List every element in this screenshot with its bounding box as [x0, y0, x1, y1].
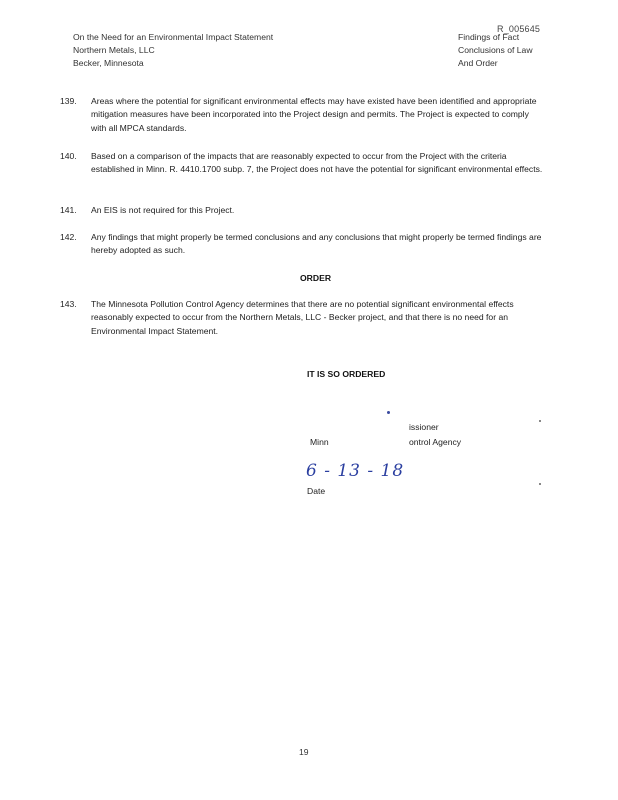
scan-speck [539, 420, 541, 422]
paragraph-text: Based on a comparison of the impacts that are reasonably expected to occur from the Project with the criteria established in Minn. R. 4410.1700 subp. 7, the Project does not have the potential for significant environmental effects. [91, 151, 543, 175]
paragraph-text: The Minnesota Pollution Control Agency determines that there are no potential significant environmental effects reasonably expected to occur from the Northern Metals, LLC - Becker project, and that there is no need for an Environmental Impact Statement. [91, 299, 514, 336]
header-right-line: And Order [458, 58, 498, 68]
date-label: Date [307, 486, 326, 496]
signatory-title: issioner [409, 422, 439, 432]
paragraph-number: 143. [60, 299, 77, 309]
handwritten-date: 6 - 13 - 18 [306, 461, 405, 481]
scan-speck [539, 483, 541, 485]
paragraph-142 [60, 231, 545, 258]
header-right [458, 31, 533, 70]
so-ordered-heading: IT IS SO ORDERED [307, 369, 386, 379]
agency-name-left: Minn [310, 437, 329, 447]
bates-number: R_005645 [497, 24, 541, 34]
header-left-line: Northern Metals, LLC [73, 45, 155, 55]
paragraph-141 [60, 204, 545, 217]
paragraph-text: Any findings that might properly be termed conclusions and any conclusions that might properly be termed findings are hereby adopted as such. [91, 232, 542, 256]
header-left [73, 31, 273, 70]
ink-dot [387, 411, 390, 414]
paragraph-140 [60, 150, 545, 177]
paragraph-143 [60, 298, 545, 338]
page-number: 19 [299, 747, 309, 757]
paragraph-text: An EIS is not required for this Project. [91, 205, 235, 215]
agency-name-right: ontrol Agency [409, 437, 462, 447]
paragraph-number: 139. [60, 96, 77, 106]
paragraph-number: 142. [60, 232, 77, 242]
paragraph-number: 141. [60, 205, 77, 215]
header-left-line: On the Need for an Environmental Impact Statement [73, 32, 274, 42]
order-heading: ORDER [300, 273, 332, 283]
paragraph-text: Areas where the potential for significant environmental effects may have existed have been identified and appropriate mitigation measures have been incorporated into the Project design and permits. The Project is expected to comply with all MPCA standards. [91, 96, 537, 133]
header-left-line: Becker, Minnesota [73, 58, 144, 68]
header-right-line: Conclusions of Law [458, 45, 533, 55]
header-right-line: Findings of Fact [458, 32, 520, 42]
paragraph-139 [60, 95, 545, 135]
paragraph-number: 140. [60, 151, 77, 161]
